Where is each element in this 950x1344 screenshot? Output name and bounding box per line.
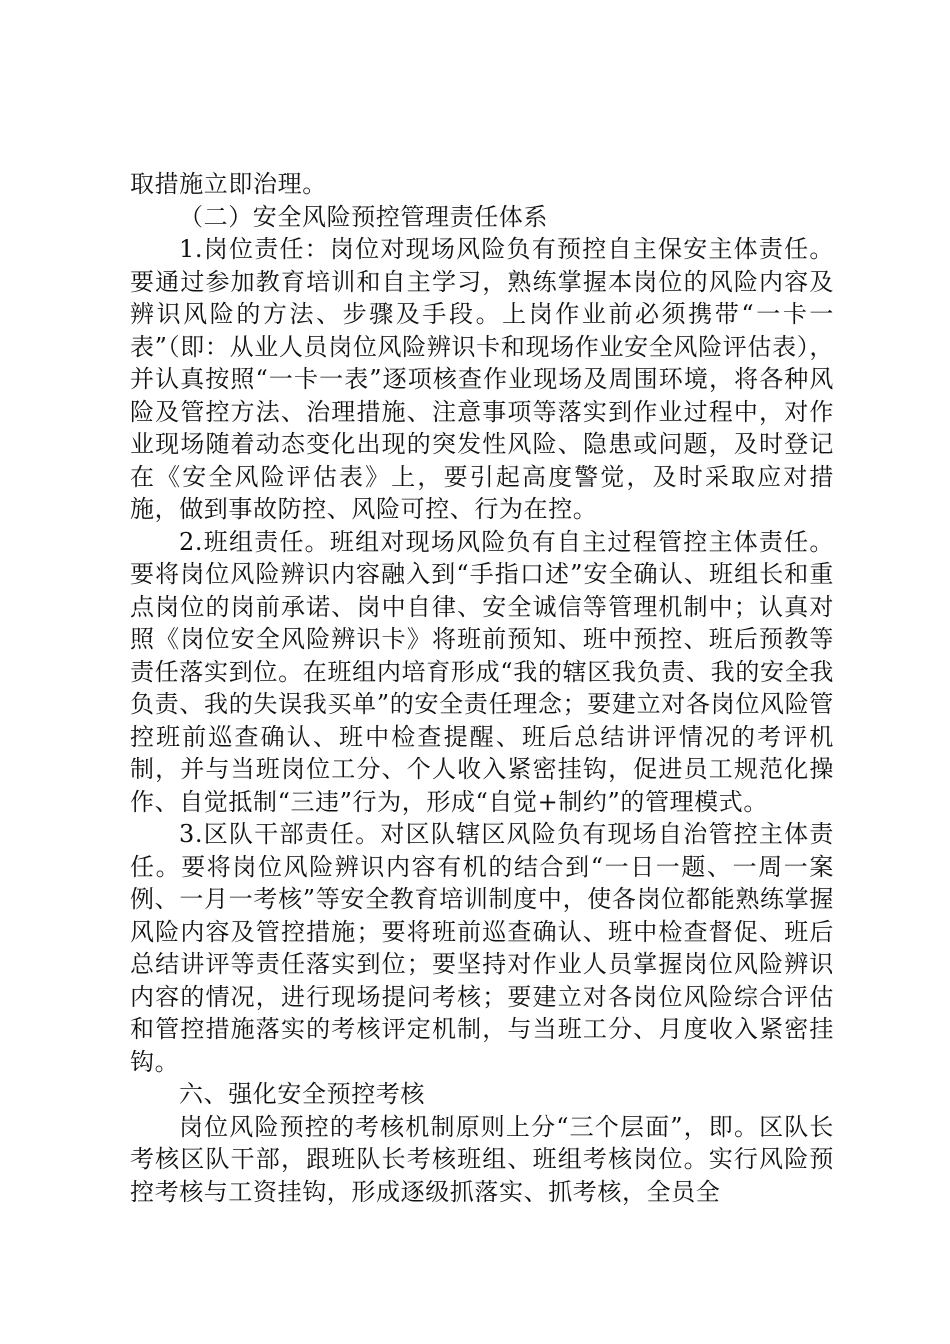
paragraph-continuation: 取措施立即治理。	[130, 170, 327, 198]
paragraph-team-responsibility: 2.班组责任。班组对现场风险负有自主过程管控主体责任。要将岗位风险辨识内容融入到“手指口述”安全确认、班组长和重点岗位的岗前承诺、岗中自律、安全诚信等管理机制中；认真对照《岗位安全风险辨识卡》将班前预知、班中预控、班后预教等责任落实到位。在班组内培育形成“我的辖区我负责、我的安全我负责、我的失误我买单”的安全责任理念；要建立对各岗位风险管控班前巡查确认、班中检查提醒、班后总结讲评情况的考评机制，并与当班岗位工分、个人收入紧密挂钩，促进员工规范化操作、自觉抵制“三违”行为，形成“自觉+制约”的管理模式。	[130, 527, 834, 816]
section-heading-assessment: 六、强化安全预控考核	[179, 1080, 425, 1108]
paragraph-cadre-responsibility: 3.区队干部责任。对区队辖区风险负有现场自治管控主体责任。要将岗位风险辨识内容有机的结合到“一日一题、一周一案例、一月一考核”等安全教育培训制度中，使各岗位都能熟练掌握风险内容及管控措施；要将班前巡查确认、班中检查督促、班后总结讲评等责任落实到位；要坚持对作业人员掌握岗位风险辨识内容的情况，进行现场提问考核；要建立对各岗位风险综合评估和管控措施落实的考核评定机制，与当班工分、月度收入紧密挂钩。	[130, 820, 834, 1076]
section-heading-responsibility-system: （二）安全风险预控管理责任体系	[179, 202, 548, 231]
document-body	[130, 168, 834, 1208]
paragraph-assessment-mechanism: 岗位风险预控的考核机制原则上分“三个层面”，即。区队长考核区队干部，跟班队长考核班组、班组考核岗位。实行风险预控考核与工资挂钩，形成逐级抓落实、抓考核，全员全	[130, 1112, 834, 1206]
paragraph-post-responsibility: 1.岗位责任：岗位对现场风险负有预控自主保安主体责任。要通过参加教育培训和自主学习，熟练掌握本岗位的风险内容及辨识风险的方法、步骤及手段。上岗作业前必须携带“一卡一表”（即：从业人员岗位风险辨识卡和现场作业安全风险评估表），并认真按照“一卡一表”逐项核查作业现场及周围环境，将各种风险及管控方法、治理措施、注意事项等落实到作业过程中，对作业现场随着动态变化出现的突发性风险、隐患或问题，及时登记在《安全风险评估表》上，要引起高度警觉，及时采取应对措施，做到事故防控、风险可控、行为在控。	[130, 235, 834, 523]
